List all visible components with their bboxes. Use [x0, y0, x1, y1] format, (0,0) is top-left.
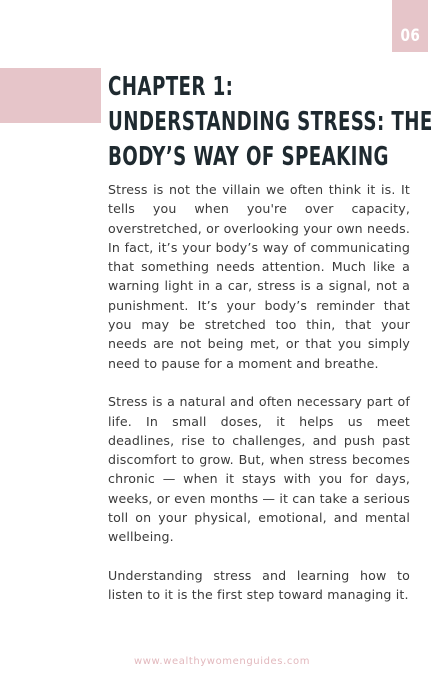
paragraph: Understanding stress and learning how to listen to it is the first step toward managing it. [108, 567, 410, 603]
chapter-heading-line-3: BODY’S WAY OF SPEAKING [108, 142, 389, 172]
chapter-heading [108, 70, 436, 175]
page-number: 06 [400, 26, 420, 46]
page-number-badge [392, 0, 428, 52]
body-text [108, 180, 410, 605]
footer-url[interactable]: www.wealthywomenguides.com [134, 656, 311, 667]
accent-block [0, 68, 101, 123]
chapter-heading-line-2: UNDERSTANDING STRESS: THE [108, 107, 433, 137]
paragraph: Stress is not the villain we often think it is. It tells you when you're over capacity, overstretched, or overlooking your own needs. In fact, it’s your body’s way of communicating that something needs attention. Much like a warning light in a car, stress is a signal, not a punishment. It’s your body’s reminder that you may be stretched too thin, that your needs are not being met, or that you simply need to pause for a moment and breathe. [108, 182, 410, 371]
paragraph: Stress is a natural and often necessary part of life. In small doses, it helps us meet deadlines, rise to challenges, and push past discomfort to grow. But, when stress becomes chronic — when it stays with you for days, weeks, or even months — it can take a serious toll on your physical, emotional, and mental wellbeing. [108, 394, 410, 545]
chapter-heading-line-1: CHAPTER 1: [108, 72, 234, 102]
